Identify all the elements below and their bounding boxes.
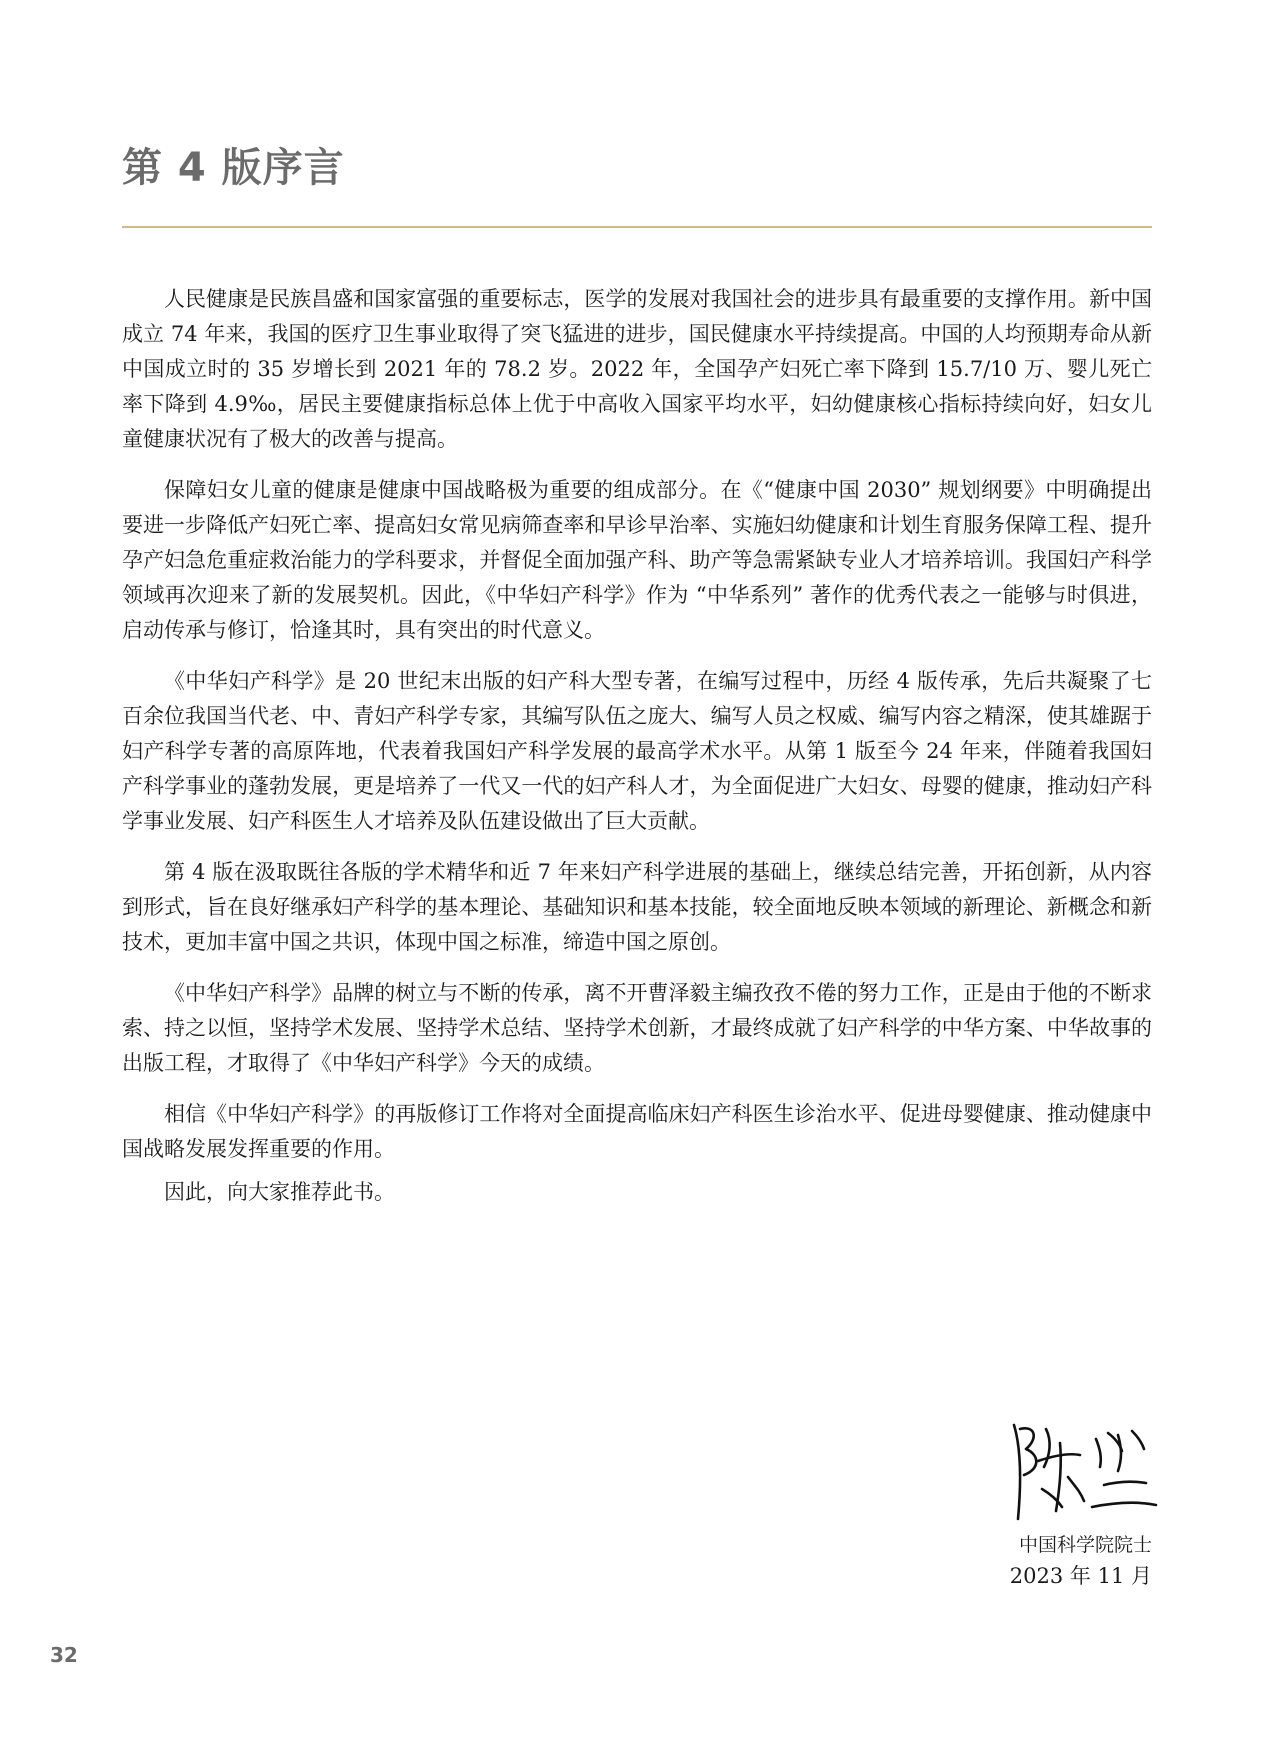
page-title: 第 4 版序言 xyxy=(122,145,345,191)
paragraph: 人民健康是民族昌盛和国家富强的重要标志，医学的发展对我国社会的进步具有最重要的支撑作用。新中国成立 74 年来，我国的医疗卫生事业取得了突飞猛进的进步，国民健康水平持续提高。中国的人均预期寿命从新中国成立时的 35 岁增长到 2021 年的 78.2 岁。2022 年，全国孕产妇死亡率下降到 15.7/10 万、婴儿死亡率下降到 4.9‰，居民主要健康指标总体上优于中高收入国家平均水平，妇幼健康核心指标持续向好，妇女儿童健康状况有了极大的改善与提高。 xyxy=(122,287,1152,451)
paragraph: 第 4 版在汲取既往各版的学术精华和近 7 年来妇产科学进展的基础上，继续总结完善，开拓创新，从内容到形式，旨在良好继承妇产科学的基本理论、基础知识和基本技能，较全面地反映本领域的新理论、新概念和新技术，更加丰富中国之共识，体现中国之标准，缔造中国之原创。 xyxy=(122,860,1152,954)
paragraph: 相信《中华妇产科学》的再版修订工作将对全面提高临床妇产科医生诊治水平、促进母婴健康、推动健康中国战略发展发挥重要的作用。 xyxy=(122,1102,1152,1161)
paragraph: 《中华妇产科学》是 20 世纪末出版的妇产科大型专著，在编写过程中，历经 4 版传承，先后共凝聚了七百余位我国当代老、中、青妇产科学专家，其编写队伍之庞大、编写人员之权威、编写内容之精深，使其雄踞于妇产科学专著的高原阵地，代表着我国妇产科学发展的最高学术水平。从第 1 版至今 24 年来，伴随着我国妇产科学事业的蓬勃发展，更是培养了一代又一代的妇产科人才，为全面促进广大妇女、母婴的健康，推动妇产科学事业发展、妇产科医生人才培养及队伍建设做出了巨大贡献。 xyxy=(122,669,1152,833)
paragraph: 因此，向大家推荐此书。 xyxy=(164,1180,395,1204)
paragraph: 保障妇女儿童的健康是健康中国战略极为重要的组成部分。在《“健康中国 2030” 规划纲要》中明确提出要进一步降低产妇死亡率、提高妇女常见病筛查率和早诊早治率、实施妇幼健康和计划生育服务保障工程、提升孕产妇急危重症救治能力的学科要求，并督促全面加强产科、助产等急需紧缺专业人才培养培训。我国妇产科学领域再次迎来了新的发展契机。因此，《中华妇产科学》作为 “中华系列” 著作的优秀代表之一能够与时俱进，启动传承与修订，恰逢其时，具有突出的时代意义。 xyxy=(122,478,1152,642)
preface-body xyxy=(122,282,1152,1226)
page-number: 32 xyxy=(50,1643,78,1667)
title-divider xyxy=(122,226,1152,228)
handwritten-signature xyxy=(1000,1415,1160,1525)
paragraph: 《中华妇产科学》品牌的树立与不断的传承，离不开曹泽毅主编孜孜不倦的努力工作，正是由于他的不断求索、持之以恒，坚持学术发展、坚持学术总结、坚持学术创新，才最终成就了妇产科学的中华方案、中华故事的出版工程，才取得了《中华妇产科学》今天的成绩。 xyxy=(122,981,1152,1075)
signer-title: 中国科学院院士 xyxy=(1018,1534,1152,1556)
signature-date: 2023 年 11 月 xyxy=(1009,1564,1152,1588)
